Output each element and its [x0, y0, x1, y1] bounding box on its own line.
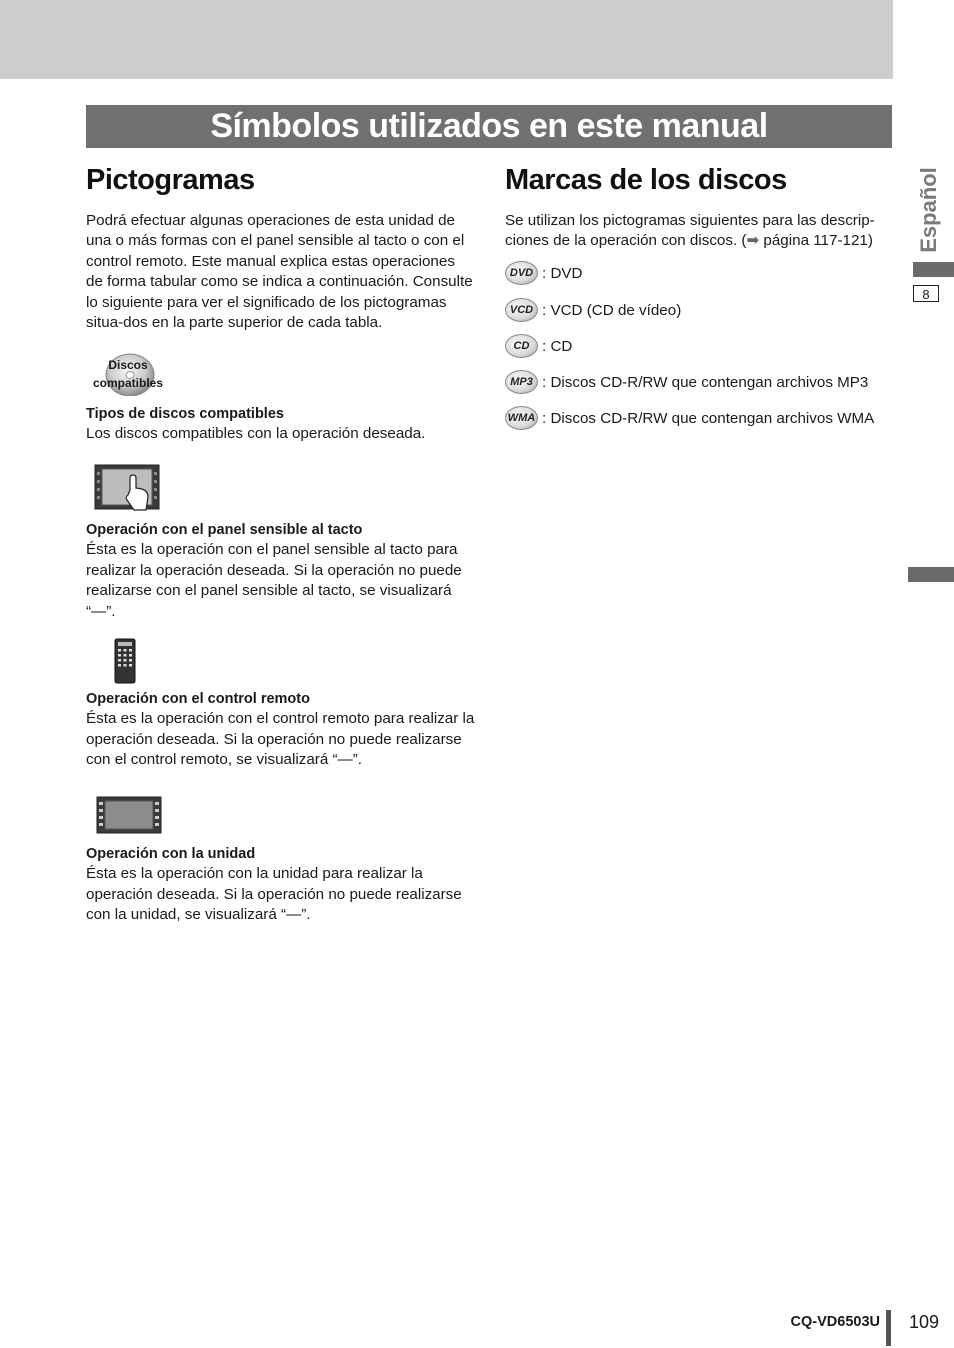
disc-row-mp3	[505, 368, 868, 396]
cd-disc-icon: CD	[505, 334, 538, 358]
disc-label: : Discos CD-R/RW que contengan archivos MP3	[542, 373, 869, 391]
unit-icon	[96, 796, 162, 834]
disc-label: : VCD (CD de vídeo)	[542, 301, 682, 319]
item-text: Ésta es la operación con la unidad para realizar la operación deseada. Si la operación no puede realizarse con la unidad, se visualizará “—”.	[86, 865, 462, 924]
top-band	[0, 0, 893, 79]
side-marker	[908, 567, 954, 582]
language-tab-marker	[913, 262, 954, 277]
item-compatible-discs	[86, 404, 476, 445]
page-number: 109	[909, 1312, 940, 1332]
disc-row-dvd	[505, 259, 583, 287]
item-title: Operación con la unidad	[86, 846, 256, 862]
item-text: Los discos compatibles con la operación deseada.	[86, 425, 426, 443]
language-label: Español	[916, 167, 942, 253]
item-remote-control	[86, 689, 476, 771]
dvd-disc-icon: DVD	[505, 261, 538, 285]
item-text: Ésta es la operación con el panel sensible al tacto para realizar la operación deseada. Si la operación no puede realizarse con el panel sensible al tacto, se visualizará “—”.	[86, 541, 462, 620]
footer-divider	[886, 1310, 891, 1346]
arrow-right-icon: ➡	[746, 232, 760, 250]
compatible-discs-label-2: compatibles	[92, 376, 164, 390]
item-title: Operación con el panel sensible al tacto	[86, 522, 363, 538]
disc-row-vcd	[505, 296, 681, 324]
item-touch-panel	[86, 520, 476, 622]
marcas-intro-page-ref: página 117-121)	[759, 232, 873, 250]
item-title: Operación con el control remoto	[86, 691, 310, 707]
item-text: Ésta es la operación con el control remoto para realizar la operación deseada. Si la operación no puede realizarse con el control remoto, se visualizará “—”.	[86, 710, 475, 769]
compatible-discs-label-1: Discos	[108, 358, 148, 372]
item-unit	[86, 844, 476, 926]
mp3-disc-icon: MP3	[505, 370, 538, 394]
marcas-intro	[505, 211, 885, 252]
section-number: 8	[913, 285, 939, 302]
item-title: Tipos de discos compatibles	[86, 406, 284, 422]
touch-panel-icon	[94, 464, 162, 512]
pictogramas-intro: Podrá efectuar algunas operaciones de esta unidad de una o más formas con el panel sensible al tacto o con el control remoto. Este manual explica estas operaciones de forma tabular como se indica a continuación. Consulte lo siguiente para ver el significado de los pictogramas situa-dos en la parte superior de cada tabla.	[86, 212, 473, 332]
disc-label: : DVD	[542, 264, 583, 282]
disc-label: : CD	[542, 337, 573, 355]
heading-pictogramas: Pictogramas	[86, 164, 255, 196]
language-tab	[914, 160, 944, 260]
page-title: Símbolos utilizados en este manual	[86, 105, 892, 148]
disc-row-cd	[505, 332, 572, 360]
heading-marcas-discos: Marcas de los discos	[505, 164, 787, 196]
remote-control-icon	[114, 638, 136, 684]
model-number: CQ-VD6503U	[790, 1314, 880, 1330]
vcd-disc-icon: VCD	[505, 298, 538, 322]
marcas-intro-text: Se utilizan los pictogramas siguientes para las descrip-ciones de la operación con discos. (	[505, 212, 875, 250]
compatible-discs-icon	[92, 350, 168, 396]
disc-row-wma	[505, 404, 874, 432]
disc-label: : Discos CD-R/RW que contengan archivos WMA	[542, 409, 875, 427]
wma-disc-icon: WMA	[505, 406, 538, 430]
